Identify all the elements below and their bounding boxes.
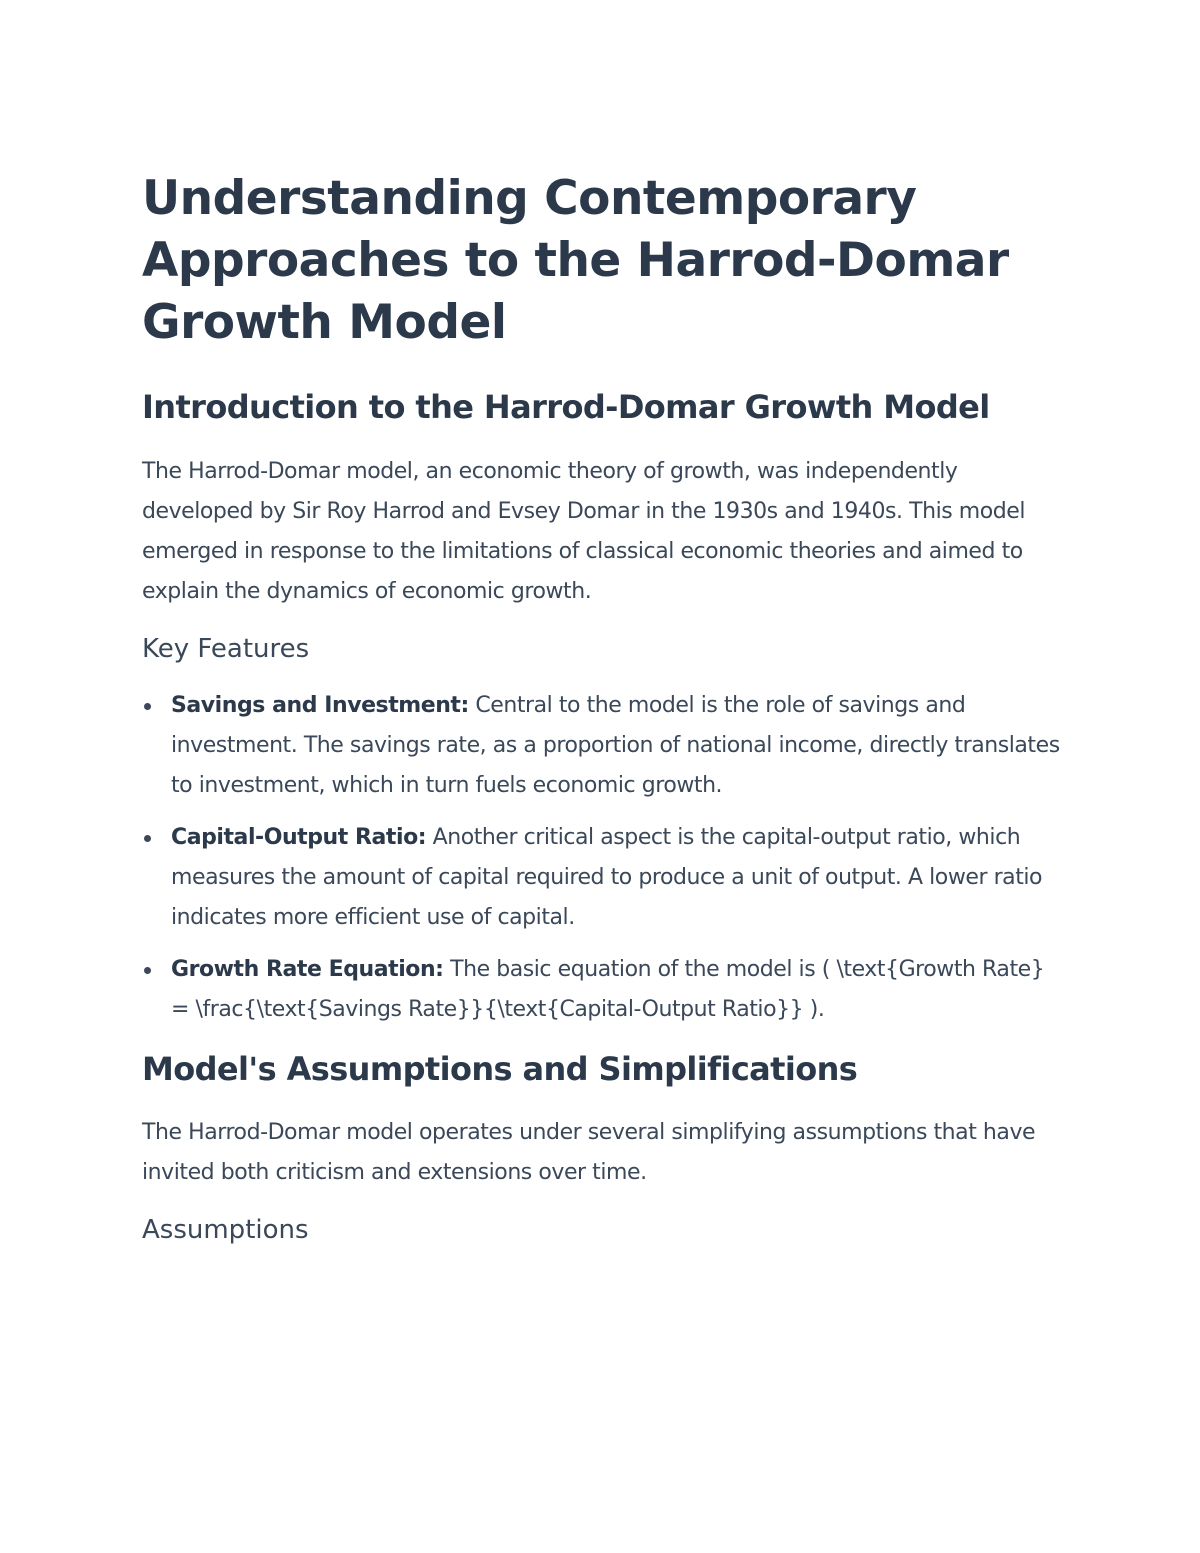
list-item (142, 686, 1062, 806)
bullet-icon (144, 703, 151, 710)
feature-term: Growth Rate Equation: (171, 957, 444, 982)
bullet-icon (144, 835, 151, 842)
document-title: Understanding Contemporary Approaches to the Harrod-Domar Growth Model (142, 171, 1009, 350)
list-item (142, 950, 1062, 1030)
feature-term: Savings and Investment: (171, 693, 469, 718)
feature-term: Capital-Output Ratio: (171, 825, 427, 850)
section-heading-introduction: Introduction to the Harrod-Domar Growth Model (142, 388, 990, 426)
feature-text: Another critical aspect is the capital-output ratio, which measures the amount of capital required to produce a unit of output. A lower ratio indicates more efficient use of capital. (171, 825, 1043, 930)
feature-text: Central to the model is the role of savings and investment. The savings rate, as a proportion of national income, directly translates to investment, which in turn fuels economic growth. (171, 693, 1060, 798)
assumptions-paragraph: The Harrod-Domar model operates under several simplifying assumptions that have invited both criticism and extensions over time. (142, 1120, 1036, 1185)
list-item (142, 818, 1062, 938)
bullet-icon (144, 967, 151, 974)
key-features-list (142, 686, 1062, 1030)
subheading-key-features: Key Features (142, 634, 310, 664)
feature-text: The basic equation of the model is ( \text{Growth Rate} = \frac{\text{Savings Rate}}{\text{Capital-Output Ratio}} ). (171, 957, 1045, 1022)
subheading-assumptions: Assumptions (142, 1215, 309, 1245)
section-heading-assumptions: Model's Assumptions and Simplifications (142, 1050, 858, 1088)
introduction-paragraph: The Harrod-Domar model, an economic theory of growth, was independently developed by Sir Roy Harrod and Evsey Domar in the 1930s and 1940s. This model emerged in response to the limitations of classical economic theories and aimed to explain the dynamics of economic growth. (142, 459, 1026, 604)
document-page (142, 168, 1062, 1248)
